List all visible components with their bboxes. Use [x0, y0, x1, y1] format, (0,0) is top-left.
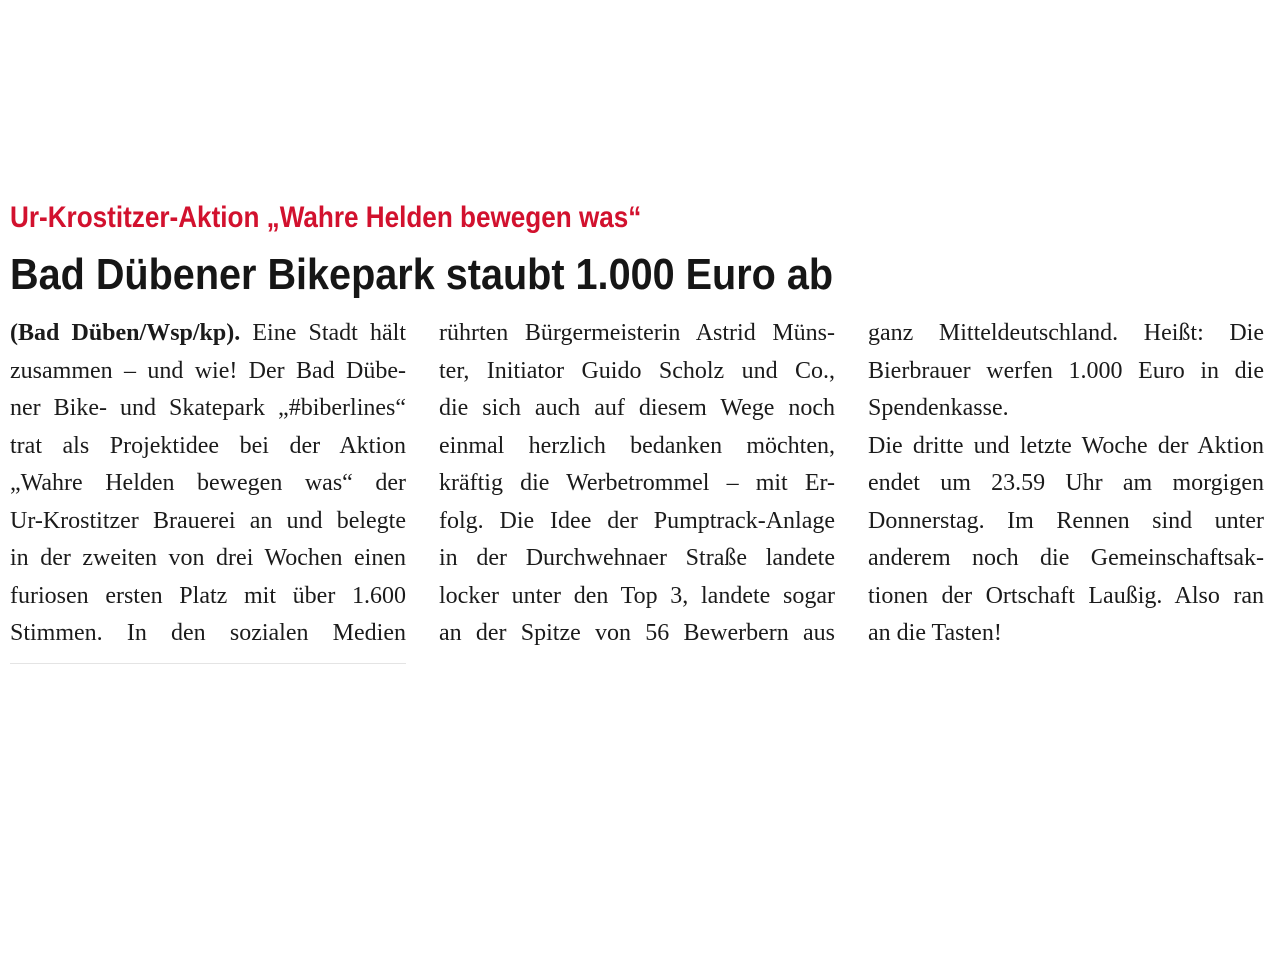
article-text: Eine Stadt hält: [240, 320, 406, 346]
article-line: an die Tasten!: [868, 620, 1002, 646]
article-line: die sich auch auf diesem Wege noch: [439, 395, 835, 421]
article-line: rührten Bürgermeisterin Astrid Müns-: [439, 320, 835, 346]
article-line: einmal herzlich bedanken möchten,: [439, 432, 835, 459]
article-line: anderem noch die Gemeinschaftsak-: [868, 545, 1264, 571]
article-line: endet um 23.59 Uhr am morgigen: [868, 470, 1264, 496]
column-divider-rule: [10, 663, 406, 664]
article-line: in der Durchwehnaer Straße landete: [439, 545, 835, 571]
article-line: Bierbrauer werfen 1.000 Euro in die: [868, 357, 1264, 384]
article-line: ter, Initiator Guido Scholz und Co.,: [439, 357, 835, 384]
newspaper-article: [10, 0, 1268, 960]
article-line: kräftig die Werbetrommel – mit Er-: [439, 470, 835, 496]
article-line: „Wahre Helden bewegen was“ der: [10, 470, 406, 496]
article-line: furiosen ersten Platz mit über 1.600: [10, 582, 406, 609]
article-line: Donnerstag. Im Rennen sind unter: [868, 507, 1264, 534]
article-dateline: (Bad Düben/Wsp/kp).: [10, 320, 241, 346]
article-kicker: Ur-Krostitzer-Aktion „Wahre Helden bewegen was“: [10, 201, 642, 234]
article-line: zusammen – und wie! Der Bad Dübe-: [10, 357, 406, 384]
article-line: trat als Projektidee bei der Aktion: [10, 432, 406, 459]
article-line: [10, 315, 406, 353]
article-line: tionen der Ortschaft Laußig. Also ran: [868, 582, 1264, 609]
article-line: an der Spitze von 56 Bewerbern aus: [439, 620, 835, 646]
article-line: in der zweiten von drei Wochen einen: [10, 545, 406, 571]
article-column-2: [439, 315, 835, 653]
article-column-1: [10, 315, 406, 653]
article-line: locker unter den Top 3, landete sogar: [439, 582, 835, 609]
article-column-3: [868, 315, 1264, 653]
article-line: Spendenkasse.: [868, 395, 1009, 421]
article-line: Ur-Krostitzer Brauerei an und belegte: [10, 507, 406, 534]
article-line: ganz Mitteldeutschland. Heißt: Die: [868, 320, 1264, 346]
article-line: Stimmen. In den sozialen Medien: [10, 620, 406, 646]
article-line: ner Bike- und Skatepark „#biberlines“: [10, 395, 406, 421]
article-headline: Bad Dübener Bikepark staubt 1.000 Euro ab: [10, 250, 834, 299]
article-line: Die dritte und letzte Woche der Aktion: [868, 432, 1264, 459]
article-line: folg. Die Idee der Pumptrack-Anlage: [439, 507, 835, 534]
